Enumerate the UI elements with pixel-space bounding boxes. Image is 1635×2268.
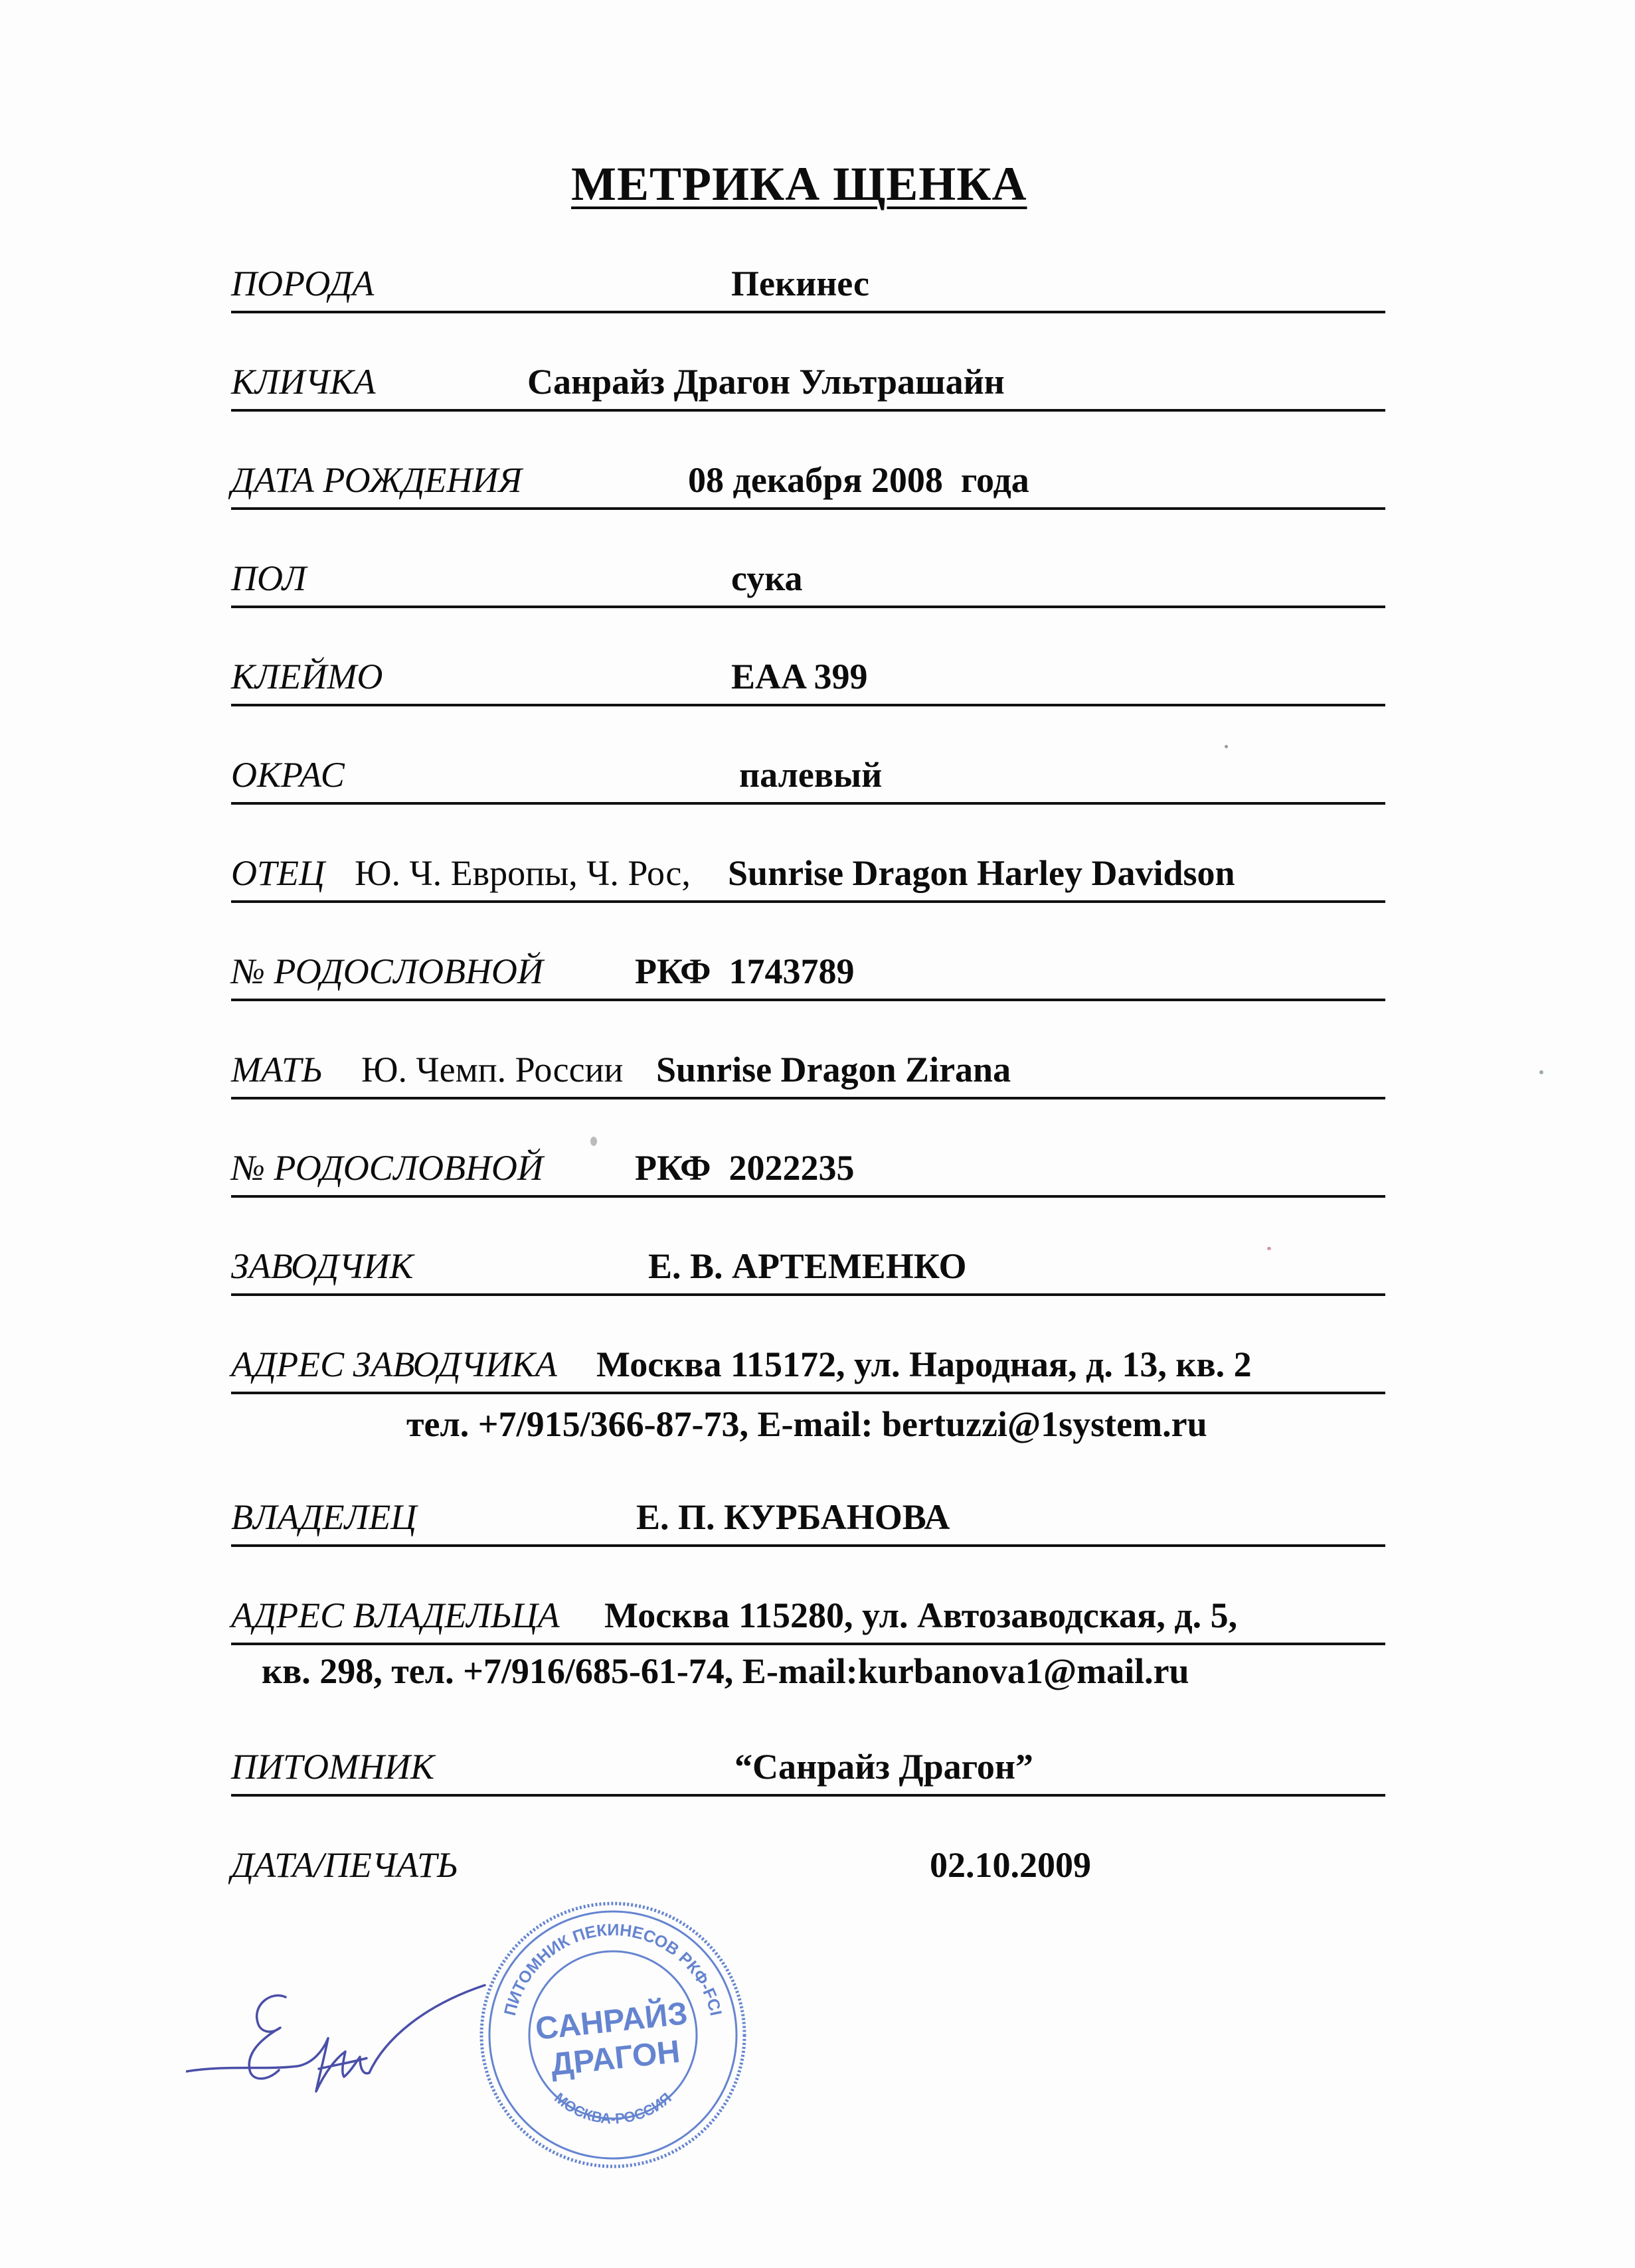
field-value: Е. В. АРТЕМЕНКО (648, 1246, 967, 1286)
stamp-center-line2: ДРАГОН (549, 2034, 682, 2083)
field-value: Sunrise Dragon Zirana (656, 1050, 1011, 1090)
field-value: Москва 115172, ул. Народная, д. 13, кв. 2 (596, 1344, 1252, 1384)
field-value: РКФ 1743789 (635, 951, 855, 991)
field-label: КЛЕЙМО (231, 657, 383, 696)
field-breeder-address (231, 1341, 1385, 1394)
field-label: ПОРОДА (231, 264, 375, 303)
field-titles: Ю. Чемп. России (361, 1050, 624, 1090)
field-rule (231, 704, 1385, 706)
field-rule (231, 1544, 1385, 1547)
field-rule (231, 1392, 1385, 1394)
field-label: ЗАВОДЧИК (231, 1246, 414, 1286)
field-rule (231, 311, 1385, 313)
field-label: АДРЕС ЗАВОДЧИКА (231, 1344, 557, 1384)
field-titles: Ю. Ч. Европы, Ч. Рос, (355, 853, 691, 893)
field-breed (231, 260, 1385, 313)
field-label: ОКРАС (231, 755, 345, 795)
field-value: EAA 399 (731, 657, 868, 696)
field-label: № РОДОСЛОВНОЙ (231, 951, 543, 991)
field-label: ПИТОМНИК (231, 1747, 434, 1787)
field-rule (231, 802, 1385, 805)
field-rule (231, 507, 1385, 510)
kennel-stamp (472, 1894, 754, 2176)
field-rule (231, 1097, 1385, 1099)
scan-speck (1267, 1247, 1271, 1250)
stamp-outer-text: ПИТОМНИК ПЕКИНЕСОВ РКФ-FCI (500, 1920, 725, 2018)
field-rule (231, 999, 1385, 1001)
field-father-pedigree (231, 948, 1385, 1001)
scan-speck (1225, 745, 1228, 748)
owner-contacts: кв. 298, тел. +7/916/685-61-74, E-mail:kurbanova1@mail.ru (262, 1651, 1189, 1691)
field-rule (231, 900, 1385, 903)
field-label: ПОЛ (231, 558, 307, 598)
field-label: ОТЕЦ (231, 853, 325, 893)
field-value: сука (731, 558, 803, 598)
field-label: ВЛАДЕЛЕЦ (231, 1497, 417, 1537)
field-value: Санрайз Драгон Ультрашайн (527, 362, 1005, 402)
signature (186, 1959, 491, 2111)
field-value: Sunrise Dragon Harley Davidson (728, 853, 1235, 893)
field-birth-date (231, 457, 1385, 510)
field-label: ДАТА РОЖДЕНИЯ (231, 460, 522, 500)
field-value: РКФ 2022235 (635, 1148, 855, 1188)
breeder-contacts: тел. +7/915/366-87-73, E-mail: bertuzzi@1system.ru (406, 1404, 1207, 1444)
stamp-bottom-text: МОСКВА-РОССИЯ (551, 2089, 675, 2127)
field-date-seal (231, 1842, 1385, 1895)
field-rule (231, 409, 1385, 412)
field-value: палевый (739, 755, 883, 795)
field-value: 08 декабря 2008 года (688, 460, 1029, 500)
scan-speck (590, 1137, 597, 1146)
field-label: МАТЬ (231, 1050, 323, 1090)
field-value: Пекинес (731, 264, 869, 303)
field-father (231, 850, 1385, 903)
field-value: Москва 115280, ул. Автозаводская, д. 5, (604, 1595, 1238, 1635)
field-rule (231, 1195, 1385, 1198)
field-name (231, 359, 1385, 412)
field-rule (231, 1794, 1385, 1797)
field-rule (231, 606, 1385, 608)
field-label: № РОДОСЛОВНОЙ (231, 1148, 543, 1188)
field-owner-address (231, 1592, 1385, 1645)
field-label: КЛИЧКА (231, 362, 376, 402)
field-sex (231, 555, 1385, 608)
field-value: 02.10.2009 (930, 1845, 1091, 1885)
field-mother (231, 1046, 1385, 1099)
field-value: Е. П. КУРБАНОВА (636, 1497, 950, 1537)
field-brand (231, 653, 1385, 706)
field-color (231, 752, 1385, 805)
field-mother-pedigree (231, 1145, 1385, 1198)
field-owner (231, 1494, 1385, 1547)
field-kennel (231, 1743, 1385, 1797)
field-value: “Санрайз Драгон” (734, 1747, 1033, 1787)
stamp-center-line1: САНРАЙЗ (533, 1996, 689, 2047)
scan-speck (1539, 1070, 1543, 1074)
field-breeder (231, 1243, 1385, 1296)
field-rule (231, 1293, 1385, 1296)
field-rule (231, 1643, 1385, 1645)
field-label: АДРЕС ВЛАДЕЛЬЦА (231, 1595, 560, 1635)
document-title: МЕТРИКА ЩЕНКА (571, 157, 1027, 210)
field-label: ДАТА/ПЕЧАТЬ (231, 1845, 458, 1885)
